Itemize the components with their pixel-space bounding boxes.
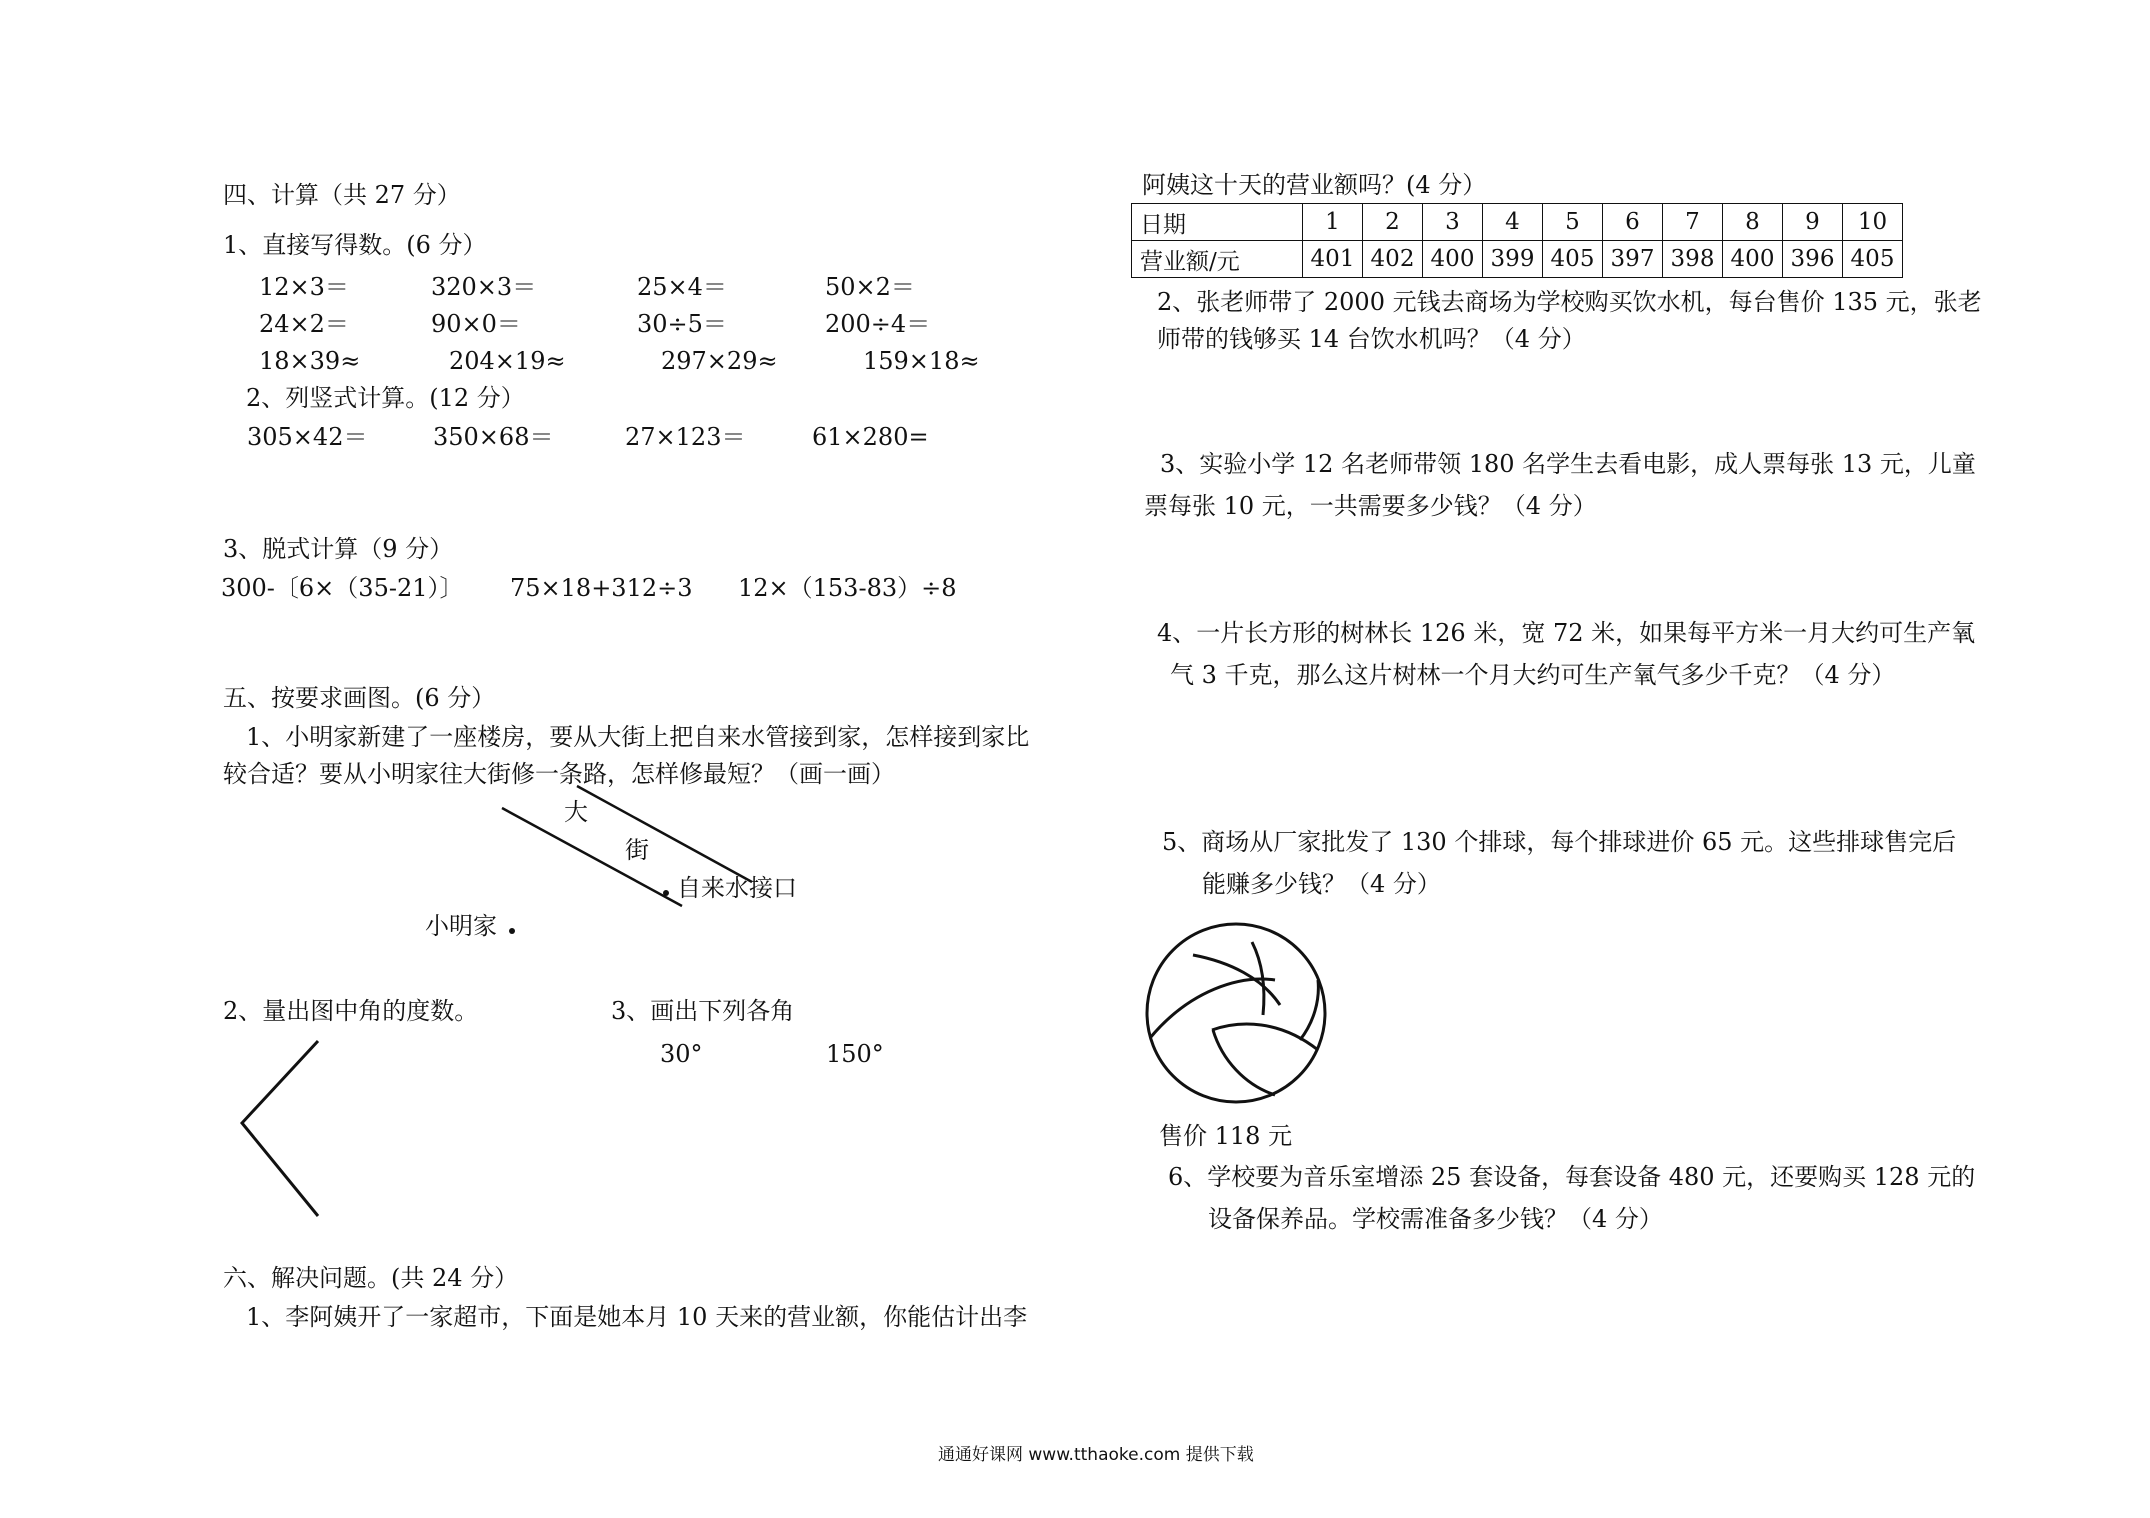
step-calc-item: 75×18+312÷3	[510, 574, 693, 602]
draw-q1-text: 较合适？要从小明家往大街修一条路，怎样修最短？（画一画）	[223, 760, 895, 788]
section5-title: 五、按要求画图。(6 分）	[223, 684, 496, 712]
table-cell: 5	[1543, 204, 1603, 241]
calc-item: 25×4＝	[637, 273, 727, 301]
water-point-dot	[663, 890, 669, 896]
calc-item: 320×3＝	[431, 273, 537, 301]
table-cell: 400	[1723, 241, 1783, 278]
calc-item: 24×2＝	[259, 310, 349, 338]
table-header-cell: 日期	[1132, 204, 1303, 241]
problem-1-text: 阿姨这十天的营业额吗？(4 分）	[1142, 171, 1487, 199]
q1-title: 1、直接写得数。(6 分）	[223, 231, 487, 259]
home-label: 小明家	[425, 912, 497, 940]
problem-2-text: 2、张老师带了 2000 元钱去商场为学校购买饮水机，每台售价 135 元，张老	[1157, 288, 1982, 316]
draw-angles-text: 3、画出下列各角	[611, 997, 795, 1025]
vertical-calc-item: 305×42＝	[247, 423, 368, 451]
vertical-calc-item: 27×123＝	[625, 423, 746, 451]
measure-angle-text: 2、量出图中角的度数。	[223, 997, 479, 1025]
q3-title: 3、脱式计算（9 分）	[223, 535, 454, 563]
home-dot	[509, 928, 515, 934]
table-cell: 7	[1663, 204, 1723, 241]
calc-item: 90×0＝	[431, 310, 521, 338]
table-cell: 399	[1483, 241, 1543, 278]
price-label: 售价 118 元	[1159, 1122, 1293, 1150]
calc-item: 200÷4＝	[825, 310, 931, 338]
calc-item: 159×18≈	[863, 347, 980, 375]
step-calc-item: 12×（153-83）÷8	[738, 574, 957, 602]
table-cell: 1	[1303, 204, 1363, 241]
table-cell: 6	[1603, 204, 1663, 241]
calc-item: 204×19≈	[449, 347, 566, 375]
footer-credit: 通通好课网 www.tthaoke.com 提供下载	[938, 1445, 1254, 1465]
table-cell: 400	[1423, 241, 1483, 278]
table-cell: 398	[1663, 241, 1723, 278]
draw-q1-text: 1、小明家新建了一座楼房，要从大街上把自来水管接到家，怎样接到家比	[246, 723, 1030, 751]
problem-3-text: 票每张 10 元，一共需要多少钱？（4 分）	[1144, 492, 1597, 520]
table-header-cell: 营业额/元	[1132, 241, 1303, 278]
angle-figure	[242, 1041, 318, 1216]
problem-3-text: 3、实验小学 12 名老师带领 180 名学生去看电影，成人票每张 13 元，儿童	[1160, 450, 1976, 478]
angle-value: 150°	[826, 1040, 884, 1068]
table-cell: 397	[1603, 241, 1663, 278]
calc-item: 297×29≈	[661, 347, 778, 375]
calc-item: 12×3＝	[259, 273, 349, 301]
angle-value: 30°	[660, 1040, 703, 1068]
section6-title: 六、解决问题。(共 24 分）	[223, 1264, 519, 1292]
street-label: 街	[625, 836, 649, 864]
problem-6-text: 6、学校要为音乐室增添 25 套设备，每套设备 480 元，还要购买 128 元的	[1168, 1163, 1976, 1191]
problem-4-text: 4、一片长方形的树林长 126 米，宽 72 米，如果每平方米一月大约可生产氧	[1157, 619, 1976, 647]
table-cell: 401	[1303, 241, 1363, 278]
calc-item: 50×2＝	[825, 273, 915, 301]
problem-6-text: 设备保养品。学校需准备多少钱？（4 分）	[1208, 1205, 1663, 1233]
table-cell: 8	[1723, 204, 1783, 241]
calc-item: 18×39≈	[259, 347, 361, 375]
table-cell: 9	[1783, 204, 1843, 241]
table-cell: 4	[1483, 204, 1543, 241]
problem-2-text: 师带的钱够买 14 台饮水机吗？（4 分）	[1157, 325, 1586, 353]
table-cell: 402	[1363, 241, 1423, 278]
problem-5-text: 5、商场从厂家批发了 130 个排球，每个排球进价 65 元。这些排球售完后	[1162, 828, 1957, 856]
table-cell: 396	[1783, 241, 1843, 278]
vertical-calc-item: 61×280=	[812, 423, 929, 451]
vertical-calc-item: 350×68＝	[433, 423, 554, 451]
problem-5-text: 能赚多少钱？（4 分）	[1202, 870, 1441, 898]
table-cell: 3	[1423, 204, 1483, 241]
problem-4-text: 气 3 千克，那么这片树林一个月大约可生产氧气多少千克？（4 分）	[1170, 661, 1896, 689]
step-calc-item: 300-〔6×（35-21）〕	[221, 574, 464, 602]
water-point-label: 自来水接口	[677, 874, 797, 902]
table-cell: 10	[1843, 204, 1903, 241]
table-cell: 405	[1543, 241, 1603, 278]
calc-item: 30÷5＝	[637, 310, 727, 338]
table-cell: 2	[1363, 204, 1423, 241]
q2-title: 2、列竖式计算。(12 分）	[246, 384, 525, 412]
section4-title: 四、计算（共 27 分）	[223, 181, 461, 209]
table-cell: 405	[1843, 241, 1903, 278]
street-label: 大	[564, 798, 588, 826]
volleyball-icon	[1147, 924, 1325, 1102]
problem-1-text: 1、李阿姨开了一家超市，下面是她本月 10 天来的营业额，你能估计出李	[246, 1303, 1028, 1331]
street-figure	[502, 786, 752, 906]
